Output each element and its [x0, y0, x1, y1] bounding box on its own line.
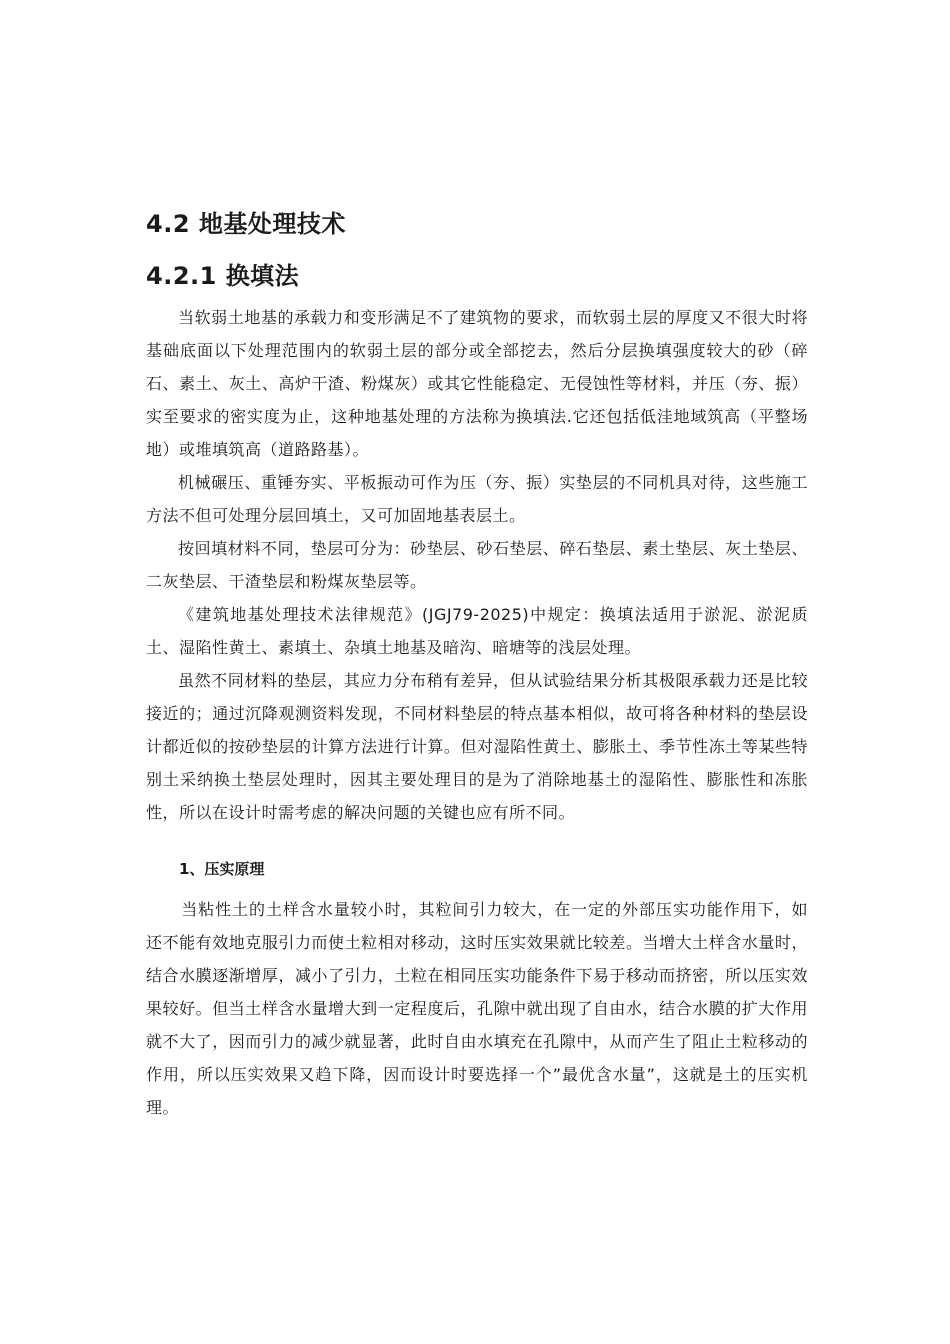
document-body: [146, 205, 808, 1124]
paragraph: 当软弱土地基的承载力和变形满足不了建筑物的要求，而软弱土层的厚度又不很大时将基础底面以下处理范围内的软弱土层的部分或全部挖去，然后分层换填强度较大的砂（碎石、素土、灰土、高炉干渣、粉煤灰）或其它性能稳定、无侵蚀性等材料，并压（夯、振）实至要求的密实度为止，这种地基处理的方法称为换填法.它还包括低洼地域筑高（平整场地）或堆填筑高（道路路基）。: [146, 308, 808, 459]
section-title: 4.2 地基处理技术: [146, 210, 346, 238]
subsection-title: 4.2.1 换填法: [146, 262, 300, 290]
paragraph: 机械碾压、重锤夯实、平板振动可作为压（夯、振）实垫层的不同机具对待，这些施工方法不但可处理分层回填土，又可加固地基表层土。: [146, 473, 808, 525]
paragraph: 按回填材料不同，垫层可分为：砂垫层、砂石垫层、碎石垫层、素土垫层、灰土垫层、二灰垫层、干渣垫层和粉煤灰垫层等。: [146, 539, 808, 591]
subheading: 1、压实原理: [179, 860, 265, 878]
paragraph: 虽然不同材料的垫层，其应力分布稍有差异，但从试验结果分析其极限承载力还是比较接近的；通过沉降观测资料发现，不同材料垫层的特点基本相似，故可将各种材料的垫层设计都近似的按砂垫层的计算方法进行计算。但对湿陷性黄土、膨胀土、季节性冻土等某些特别土采纳换土垫层处理时，因其主要处理目的是为了消除地基土的湿陷性、膨胀性和冻胀性，所以在设计时需考虑的解决问题的关键也应有所不同。: [146, 671, 808, 822]
paragraph: 当粘性土的土样含水量较小时，其粒间引力较大，在一定的外部压实功能作用下，如还不能有效地克服引力而使土粒相对移动，这时压实效果就比较差。当增大土样含水量时，结合水膜逐渐增厚，减小了引力，土粒在相同压实功能条件下易于移动而挤密，所以压实效果较好。但当土样含水量增大到一定程度后，孔隙中就出现了自由水，结合水膜的扩大作用就不大了，因而引力的减少就显著，此时自由水填充在孔隙中，从而产生了阻止土粒移动的作用，所以压实效果又趋下降，因而设计时要选择一个”最优含水量”，这就是土的压实机理。: [146, 900, 808, 1117]
paragraph: 《建筑地基处理技术法律规范》(JGJ79-2025)中规定：换填法适用于淤泥、淤泥质土、湿陷性黄土、素填土、杂填土地基及暗沟、暗塘等的浅层处理。: [146, 605, 808, 657]
